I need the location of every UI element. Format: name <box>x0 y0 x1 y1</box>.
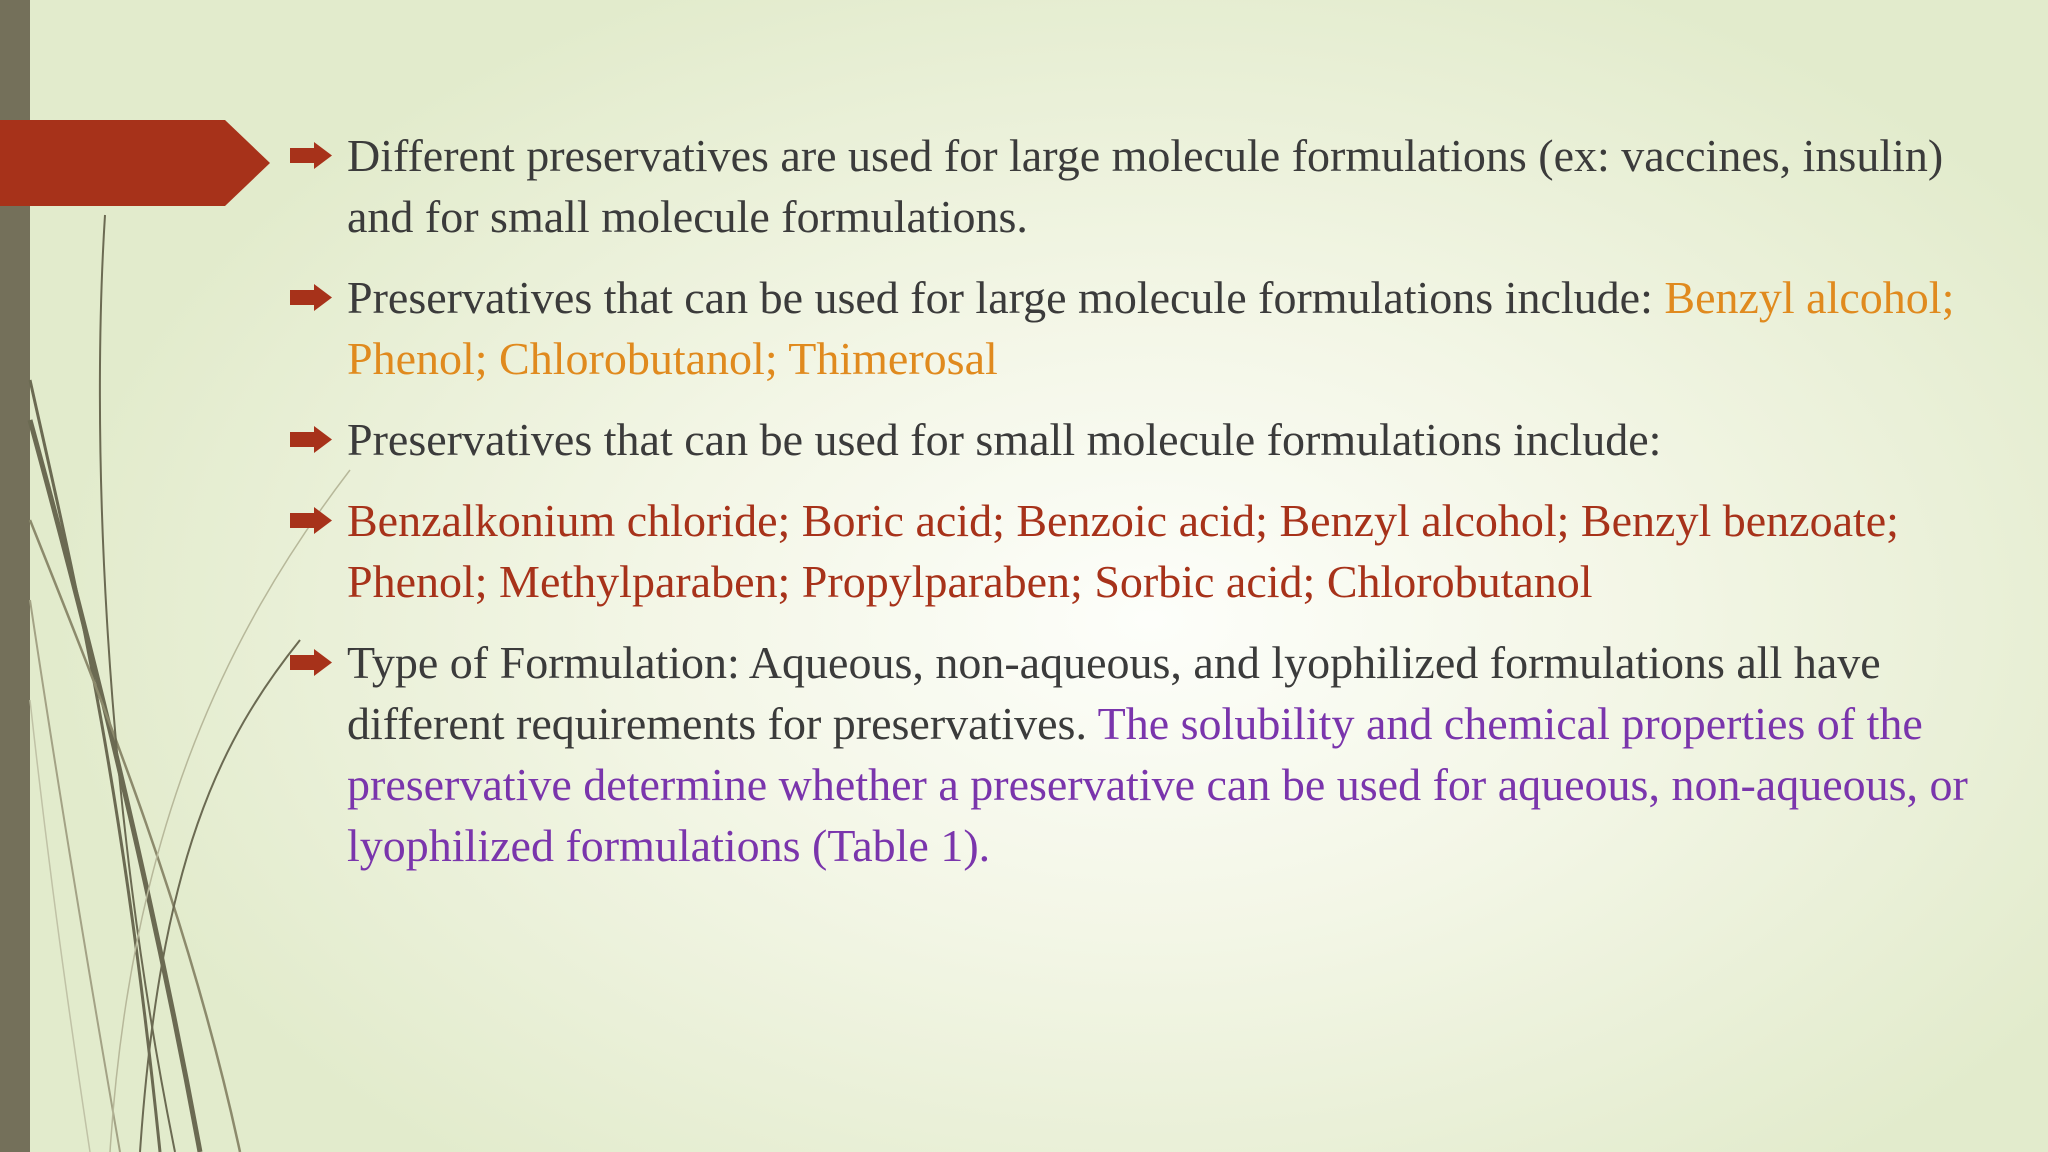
bullet-item-5 <box>290 632 1990 876</box>
bullet-text: Different preservatives are used for large molecule formulations (ex: vaccines, insulin) and for small molecule formulations. <box>347 130 1944 242</box>
bullet-text: Preservatives that can be used for small molecule formulations include: <box>347 414 1662 465</box>
title-arrow-banner <box>0 120 270 206</box>
arrow-bullet-icon <box>290 507 332 534</box>
arrow-bullet-icon <box>290 284 332 311</box>
arrow-bullet-icon <box>290 649 332 676</box>
bullet-item-2 <box>290 267 1990 389</box>
arrow-bullet-icon <box>290 426 332 453</box>
arrow-bullet-icon <box>290 142 332 169</box>
bullet-item-1 <box>290 125 1990 247</box>
bullet-highlight-large-molecule: Benzyl alcohol; Phenol; Chlorobutanol; Thimerosal <box>347 272 1955 384</box>
bullet-text: Preservatives that can be used for large molecule formulations include: <box>347 272 1665 323</box>
bullet-highlight-small-molecule: Benzalkonium chloride; Boric acid; Benzoic acid; Benzyl alcohol; Benzyl benzoate; Phenol; Methylparaben; Propylparaben; Sorbic acid; Chlorobutanol <box>347 495 1899 607</box>
bullet-item-4 <box>290 490 1990 612</box>
bullet-highlight-solubility: The solubility and chemical properties of the preservative determine whether a preservative can be used for aqueous, non-aqueous, or lyophilized formulations (Table 1). <box>347 698 1968 871</box>
bullet-item-3 <box>290 409 1990 470</box>
bullet-text: Type of Formulation: Aqueous, non-aqueous, and lyophilized formulations all have different requirements for preservatives. <box>347 637 1881 749</box>
slide-content <box>290 125 1990 896</box>
